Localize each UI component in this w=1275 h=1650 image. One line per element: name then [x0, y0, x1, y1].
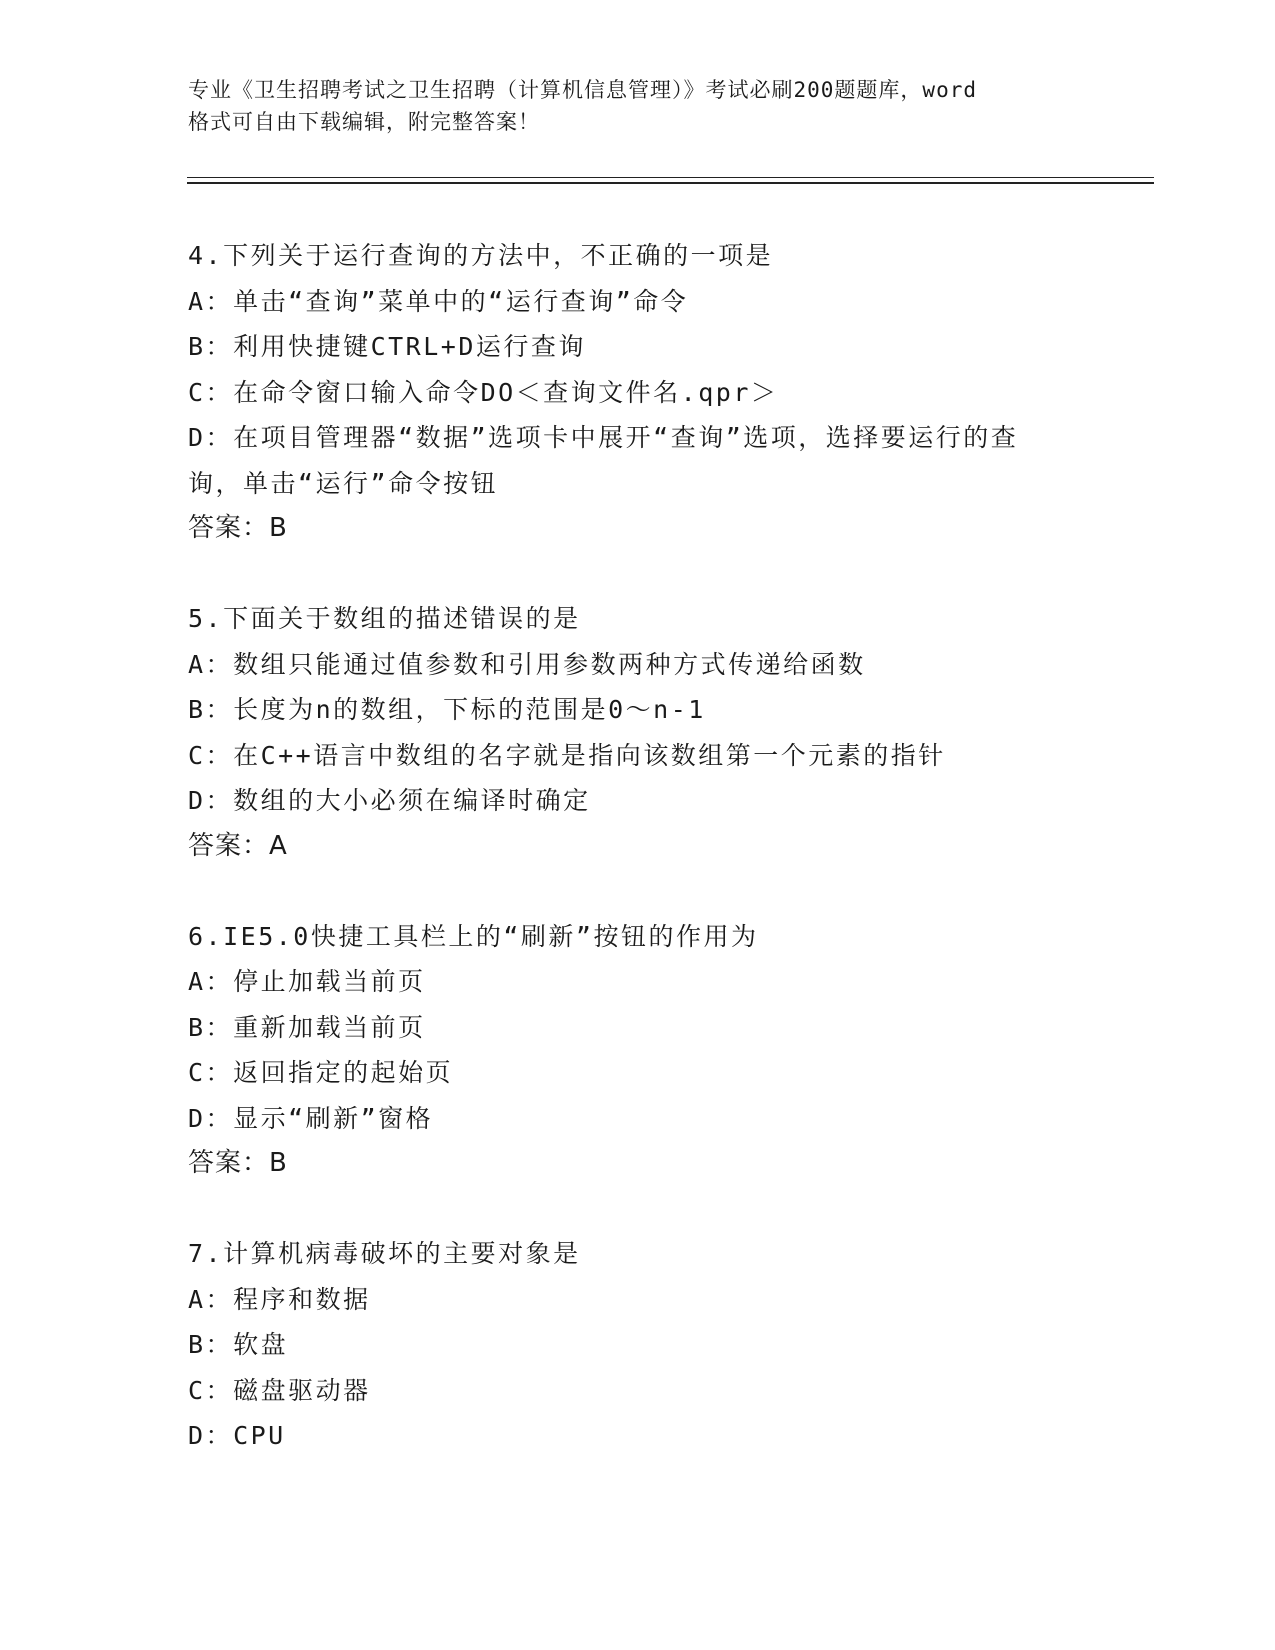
option-text: 数组的大小必须在编译时确定 [233, 786, 591, 815]
option-label: D： [188, 786, 234, 815]
option-text: 磁盘驱动器 [233, 1375, 371, 1405]
answer-line: 答案：B [188, 1148, 288, 1178]
question-7 [188, 1231, 1088, 1459]
option-label: D： [188, 423, 234, 452]
option-b [188, 687, 1088, 733]
option-c [188, 370, 1088, 416]
option-text: 在命令窗口输入命令DO＜查询文件名.qpr＞ [233, 377, 779, 407]
option-a [188, 959, 1088, 1005]
question-stem: 4.下列关于运行查询的方法中，不正确的一项是 [188, 241, 774, 270]
option-label: A： [188, 1284, 234, 1314]
question-stem: 5.下面关于数组的描述错误的是 [188, 604, 581, 633]
question-5 [188, 596, 1088, 868]
option-text: 在项目管理器“数据”选项卡中展开“查询”选项，选择要运行的查询，单击“运行”命令按钮 [188, 423, 1019, 498]
option-text: 程序和数据 [233, 1284, 371, 1314]
option-text: 数组只能通过值参数和引用参数两种方式传递给函数 [233, 649, 866, 679]
option-label: C： [188, 1058, 234, 1087]
document-header [188, 74, 1088, 138]
answer-line: 答案：B [188, 513, 288, 543]
option-text: 重新加载当前页 [233, 1012, 426, 1042]
header-line-1: 专业《卫生招聘考试之卫生招聘（计算机信息管理）》考试必刷200题题库，word [188, 78, 977, 102]
option-label: B： [188, 1330, 234, 1359]
option-label: B： [188, 332, 234, 361]
option-label: D： [188, 1421, 234, 1450]
option-a [188, 1277, 1088, 1323]
option-text: CPU [233, 1421, 286, 1450]
header-line-2: 格式可自由下载编辑，附完整答案！ [188, 110, 540, 134]
option-c [188, 733, 1088, 779]
option-label: C： [188, 740, 234, 770]
option-c [188, 1050, 1088, 1096]
option-label: A： [188, 967, 234, 996]
question-4 [188, 233, 1088, 550]
option-text: 利用快捷键CTRL+D运行查询 [233, 332, 586, 361]
question-stem: 6.IE5.0快捷工具栏上的“刷新”按钮的作用为 [188, 921, 759, 951]
option-text: 在C++语言中数组的名字就是指向该数组第一个元素的指针 [233, 740, 946, 770]
header-divider-thin [187, 177, 1154, 178]
option-a [188, 279, 1088, 325]
option-text: 停止加载当前页 [233, 967, 426, 996]
option-text: 显示“刷新”窗格 [233, 1103, 434, 1133]
question-list [188, 233, 1088, 1505]
header-divider-thick [187, 182, 1154, 184]
option-b [188, 1005, 1088, 1051]
option-label: A： [188, 649, 234, 679]
option-c [188, 1368, 1088, 1414]
option-label: B： [188, 695, 234, 724]
option-b [188, 324, 1088, 370]
option-d [188, 1413, 1088, 1459]
option-label: B： [188, 1012, 234, 1042]
option-label: C： [188, 377, 234, 407]
option-text: 返回指定的起始页 [233, 1058, 454, 1087]
option-d [188, 778, 1088, 824]
option-label: A： [188, 286, 234, 316]
question-6 [188, 914, 1088, 1186]
option-a [188, 642, 1088, 688]
option-text: 单击“查询”菜单中的“运行查询”命令 [233, 286, 689, 316]
answer-line: 答案：A [188, 830, 288, 861]
question-stem: 7.计算机病毒破坏的主要对象是 [188, 1239, 581, 1268]
option-label: C： [188, 1375, 234, 1405]
option-text: 长度为n的数组，下标的范围是0～n-1 [233, 695, 706, 724]
option-d [188, 1096, 1088, 1142]
option-label: D： [188, 1103, 234, 1133]
option-d [188, 415, 1048, 506]
option-text: 软盘 [233, 1330, 289, 1359]
option-b [188, 1322, 1088, 1368]
